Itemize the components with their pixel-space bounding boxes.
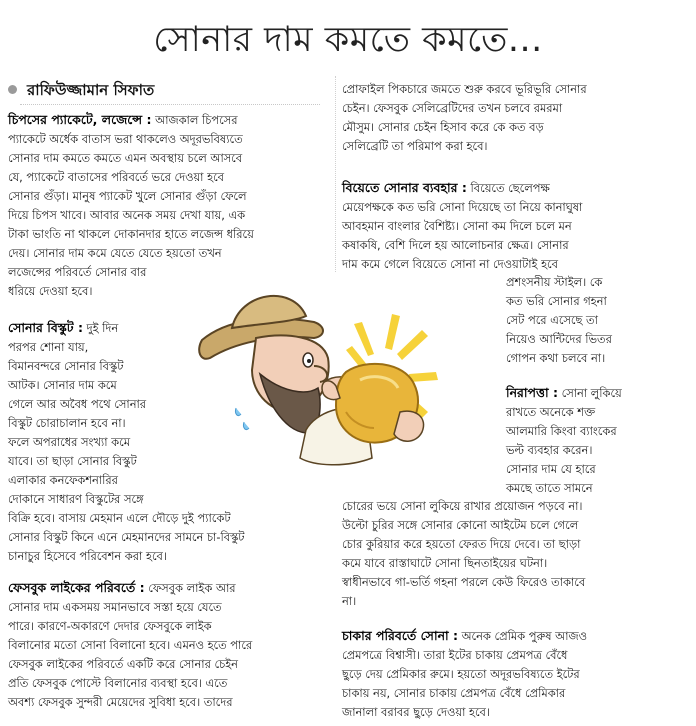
text-line: মেয়েপক্ষকে কত ভরি সোনা দিয়েছে তা নিয়ে কানাঘুষা: [342, 200, 583, 214]
text-line: কমে যাবে রাস্তাঘাটে সোনা ছিনতাইয়ের ঘটনা।: [342, 556, 548, 570]
text-line: স্বাধীনভাবে গা-ভর্তি গহনা পরলে কেউ ফিরেও তাকাবে: [342, 575, 586, 589]
text-line: আলমারি কিংবা ব্যাংকের: [506, 424, 617, 438]
text-line: চাকায় নয়, সোনার চাকায় প্রেমপত্র বেঁধে প্রেমিকার: [342, 686, 566, 700]
text-line: ফলে অপরাধের সংখ্যা কমে: [8, 435, 131, 449]
section-heading: ফেসবুক লাইকের পরিবর্তে :: [8, 580, 145, 595]
text-line: বিয়েতে ছেলেপক্ষ: [470, 181, 550, 195]
text-line: সেলিব্রেটি তা পরিমাপ করা হবে।: [342, 139, 488, 153]
section-security: [506, 383, 622, 498]
text-line: আটক। সোনার দাম কমে: [8, 378, 117, 392]
text-line: লজেন্সের পরিবর্তে সোনার বার: [8, 265, 147, 279]
text-line: দুই দিন: [86, 321, 119, 335]
section-heading: সোনার বিস্কুট :: [8, 320, 83, 335]
text-line: কমছে তাতে সামনে: [506, 481, 593, 495]
text-line: অবশ্য ফেসবুক সুন্দরী মেয়েদের সুবিধা হবে। তাদের: [8, 695, 233, 709]
text-line: দেয়। সোনার দাম কমে যেতে যেতে হয়তো তখন: [8, 246, 222, 260]
text-line: যে, প্যাকেটে বাতাসের পরিবর্তে ভরে দেওয়া হবে: [8, 170, 225, 184]
section-heading: চিপসের প্যাকেটে, লজেন্সে :: [8, 112, 152, 127]
text-line: দোকানে সাধারণ বিস্কুটের সঙ্গে: [8, 492, 144, 506]
text-line: সেট পরে এসেছে তা: [506, 313, 598, 327]
text-line: ফেসবুক লাইক আর: [148, 581, 236, 595]
column-divider: [335, 76, 336, 272]
text-line: অনেক প্রেমিক পুরুষ আজও: [461, 629, 588, 643]
section-facebook-continued: [342, 80, 587, 156]
text-line: ফেসবুক লাইকের পরিবর্তে একটি করে সোনার চেইন: [8, 657, 238, 671]
text-line: পরপর শোনা যায়,: [8, 340, 89, 354]
text-line: ছুড়ে দেয় প্রেমিকার রুমে। হয়তো অদূরভবিষ্যতে ইটের: [342, 667, 580, 681]
section-facebook: [8, 578, 252, 712]
text-line: প্রতি ফেসবুক পোস্টে বিলানোর ব্যবস্থা হবে। এতে: [8, 676, 228, 690]
text-line: বিক্রি হবে। বাসায় মেহমান এলে দৌড়ে দুই প্যাকেট: [8, 511, 231, 525]
text-line: প্রোফাইল পিকচারে জমতে শুরু করবে ভূরিভূরি সোনার: [342, 82, 587, 96]
text-line: বিস্কুট চোরাচালান হবে না।: [8, 416, 126, 430]
text-line: কষাকষি, বেশি দিলে হয় আলোচনার ক্ষেত্র। সোনার: [342, 238, 569, 252]
section-heading: নিরাপত্তা :: [506, 385, 558, 400]
text-line: প্রশংসনীয় স্টাইল। কে: [506, 275, 603, 289]
section-wedding: [342, 178, 582, 274]
text-line: আবহমান বাংলার বৈশিষ্ট্য। সোনা কম দিলে চলে মন: [342, 219, 572, 233]
text-line: গেলে আর অবৈধ পথে সোনার: [8, 397, 147, 411]
text-line: সোনার বিস্কুট কিনে এনে মেহমানদের সামনে চা-বিস্কুট: [8, 530, 245, 544]
text-line: রাখতে অনেকে শক্ত: [506, 405, 596, 419]
text-line: পারে। কারণে-অকারণে দেদার ফেসবুকে লাইক: [8, 619, 212, 633]
text-line: চোরের ভয়ে সোনা লুকিয়ে রাখার প্রয়োজন পড়বে না।: [342, 499, 583, 513]
text-line: চানাচুর হিসেবে পরিবেশন করা হবে।: [8, 549, 167, 563]
text-line: গোপন কথা চলবে না।: [506, 351, 606, 365]
section-heading: বিয়েতে সোনার ব্যবহার :: [342, 180, 467, 195]
text-line: সোনার দাম কমতে কমতে এমন অবস্থায় চলে আসবে: [8, 151, 243, 165]
text-line: দিয়ে চিপস খাবে। আবার অনেক সময় দেখা যায়, এক: [8, 208, 246, 222]
text-line: সোনা লুকিয়ে: [561, 386, 622, 400]
section-heading: চাকার পরিবর্তে সোনা :: [342, 628, 459, 643]
text-line: না।: [342, 594, 357, 608]
text-line: আজকাল চিপসের: [155, 113, 238, 127]
text-line: প্যাকেটে অর্ধেক বাতাস ভরা থাকলেও অদূরভবিষ্যতে: [8, 132, 243, 146]
author-byline: [8, 80, 154, 100]
text-line: বিলানোর মতো সোনা বিলানো হবে। এমনও হতে পারে: [8, 638, 253, 652]
text-line: কত ভরি সোনার গহনা: [506, 294, 607, 308]
text-line: চোর কুরিয়ার করে হয়তো ফেরত দিয়ে দেবে। তা ছাড়া: [342, 537, 581, 551]
text-line: নিয়েও আন্টিদের ভিতর: [506, 332, 612, 346]
face: [235, 335, 328, 432]
prospector-gold-cartoon: [196, 262, 486, 472]
text-line: বিমানবন্দরে সোনার বিস্কুট: [8, 359, 124, 373]
text-line: সোনার দাম একসময় সমানভাবে সস্তা হয়ে যেতে: [8, 600, 222, 614]
text-line: যাবে। তা ছাড়া সোনার বিস্কুট: [8, 454, 137, 468]
byline-divider: [20, 104, 320, 105]
section-money: [342, 626, 587, 722]
text-line: সোনার দাম যে হারে: [506, 462, 596, 476]
text-line: ধরিয়ে দেওয়া হবে।: [8, 284, 93, 298]
text-line: প্রেমপত্রে বিশ্বাসী। তারা ইটের চাকায় প্রেমপত্র বেঁধে: [342, 648, 568, 662]
text-line: ভল্ট ব্যবহার করেন।: [506, 443, 593, 457]
bullet-dot: [8, 85, 17, 94]
text-line: উল্টো চুরির সঙ্গে সোনার কোনো আইটেম চলে গেলে: [342, 518, 579, 532]
text-line: চেইন। ফেসবুক সেলিব্রেটিদের তখন চলবে রমরমা: [342, 101, 563, 115]
text-line: এলাকার কনফেকশনারির: [8, 473, 118, 487]
page-title: সোনার দাম কমতে কমতে...: [153, 20, 543, 60]
author-name: রাফিউজ্জামান সিফাত: [27, 81, 155, 99]
section-security-wide: [342, 497, 585, 611]
text-line: টাকা ভাংতি না থাকলে দোকানদার হাতে লজেন্স ধরিয়ে: [8, 227, 254, 241]
text-line: সোনার গুঁড়া। মানুষ প্যাকেট খুলে সোনার গুঁড়া ফেলে: [8, 189, 247, 203]
text-line: জানালা বরাবর ছুড়ে দেওয়া হবে।: [342, 705, 490, 719]
text-line: মৌসুম। সোনার চেইন হিসাব করে কে কত বড়: [342, 120, 544, 134]
text-line: দাম কমে গেলে বিয়েতে সোনা না দেওয়াটাই হবে: [342, 257, 558, 271]
section-wedding-wrap: [506, 273, 612, 368]
